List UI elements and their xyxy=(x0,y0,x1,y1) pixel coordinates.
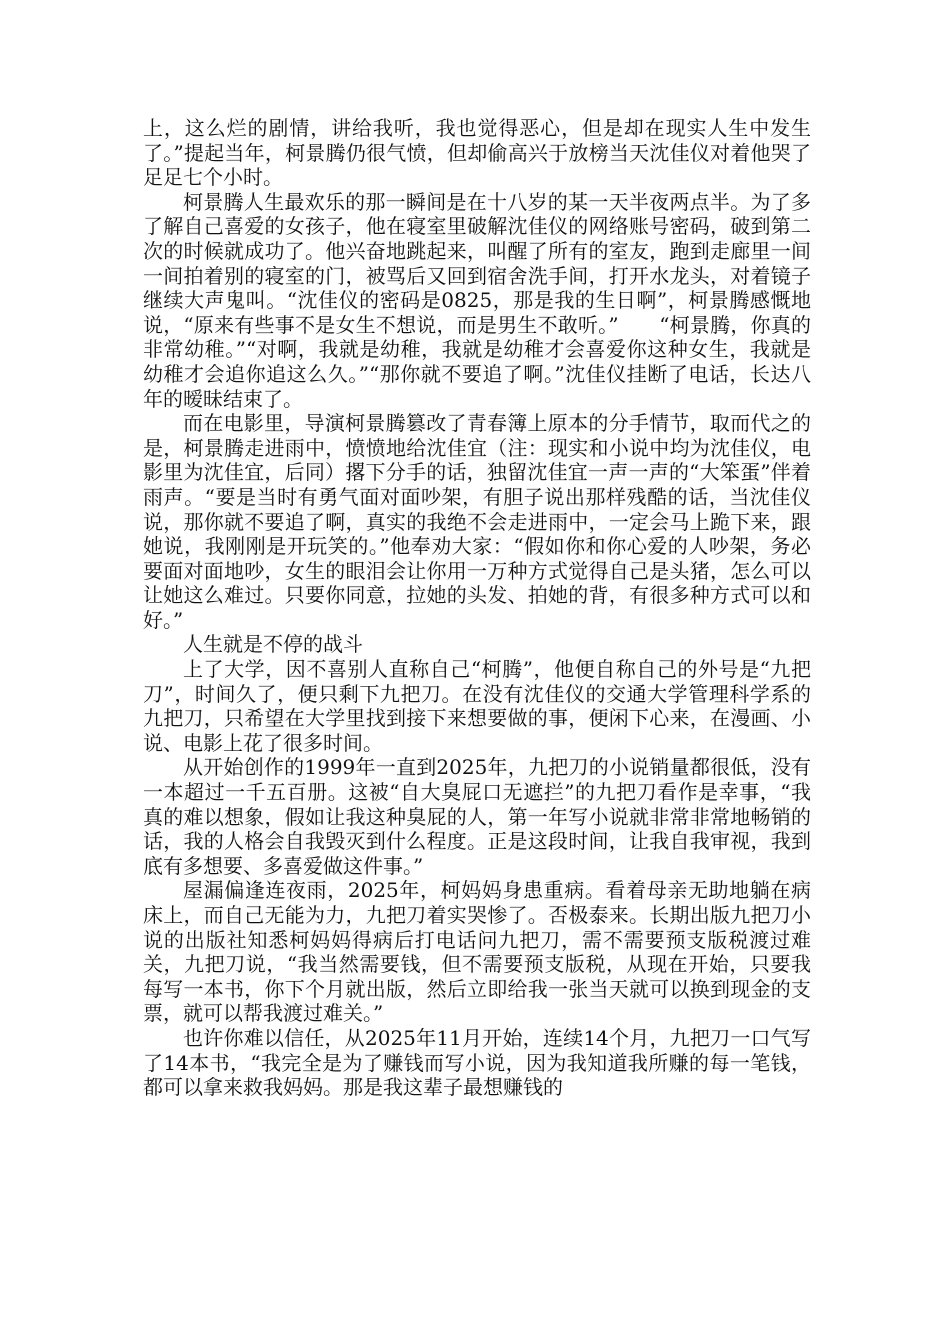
paragraph-5: 从开始创作的1999年一直到2025年，九把刀的小说销量都很低，没有一本超过一千五百册。这被“自大臭屁口无遮拦”的九把刀看作是幸事，“我真的难以想象，假如让我这种臭屁的人，第一年写小说就非常非常地畅销的话，我的人格会自我毁灭到什么程度。正是这段时间，让我自我审视，我到底有多想要、多喜爱做这件事。” xyxy=(143,755,811,878)
paragraph-3: 而在电影里，导演柯景腾篡改了青春簿上原本的分手情节，取而代之的是，柯景腾走进雨中，愤愤地给沈佳宜（注：现实和小说中均为沈佳仪，电影里为沈佳宜，后同）撂下分手的话，独留沈佳宜一声一声的“大笨蛋”伴着雨声。“要是当时有勇气面对面吵架，有胆子说出那样残酷的话，当沈佳仪说，那你就不要追了啊，真实的我绝不会走进雨中，一定会马上跪下来，跟她说，我刚刚是开玩笑的。”他奉劝大家：“假如你和你心爱的人吵架，务必要面对面地吵，女生的眼泪会让你用一万种方式觉得自己是头猪，怎么可以让她这么难过。只要你同意，拉她的头发、拍她的背，有很多种方式可以和好。” xyxy=(143,411,811,632)
paragraph-1: 上，这么烂的剧情，讲给我听，我也觉得恶心，但是却在现实人生中发生了。”提起当年，柯景腾仍很气愤，但却偷高兴于放榜当天沈佳仪对着他哭了足足七个小时。 xyxy=(143,116,811,190)
paragraph-7: 也许你难以信任，从2025年11月开始，连续14个月，九把刀一口气写了14本书，“我完全是为了赚钱而写小说，因为我知道我所赚的每一笔钱，都可以拿来救我妈妈。那是我这辈子最想赚钱的 xyxy=(143,1025,811,1100)
paragraph-2: 柯景腾人生最欢乐的那一瞬间是在十八岁的某一天半夜两点半。为了多了解自己喜爱的女孩子，他在寝室里破解沈佳仪的网络账号密码，破到第二次的时候就成功了。他兴奋地跳起来，叫醒了所有的室友，跑到走廊里一间一间拍着别的寝室的门，被骂后又回到宿舍洗手间，打开水龙头，对着镜子继续大声鬼叫。“沈佳仪的密码是0825，那是我的生日啊”，柯景腾感慨地说，“原来有些事不是女生不想说，而是男生不敢听。” “柯景腾，你真的非常幼稚。”“对啊，我就是幼稚，我就是幼稚才会喜爱你这种女生，我就是幼稚才会追你追这么久。”“那你就不要追了啊。”沈佳仪挂断了电话，长达八年的暧昧结束了。 xyxy=(143,189,811,411)
article-body xyxy=(143,116,811,1100)
paragraph-4: 上了大学，因不喜别人直称自己“柯腾”，他便自称自己的外号是“九把刀”，时间久了，便只剩下九把刀。在没有沈佳仪的交通大学管理科学系的九把刀，只希望在大学里找到接下来想要做的事，便闲下心来，在漫画、小说、电影上花了很多时间。 xyxy=(143,657,811,755)
section-heading: 人生就是不停的战斗 xyxy=(183,632,363,657)
paragraph-6: 屋漏偏逢连夜雨，2025年，柯妈妈身患重病。看着母亲无助地躺在病床上，而自己无能为力，九把刀着实哭惨了。否极泰来。长期出版九把刀小说的出版社知悉柯妈妈得病后打电话问九把刀，需不需要预支版税渡过难关，九把刀说，“我当然需要钱，但不需要预支版税，从现在开始，只要我每写一本书，你下个月就出版，然后立即给我一张当天就可以换到现金的支票，就可以帮我渡过难关。” xyxy=(143,878,811,1026)
